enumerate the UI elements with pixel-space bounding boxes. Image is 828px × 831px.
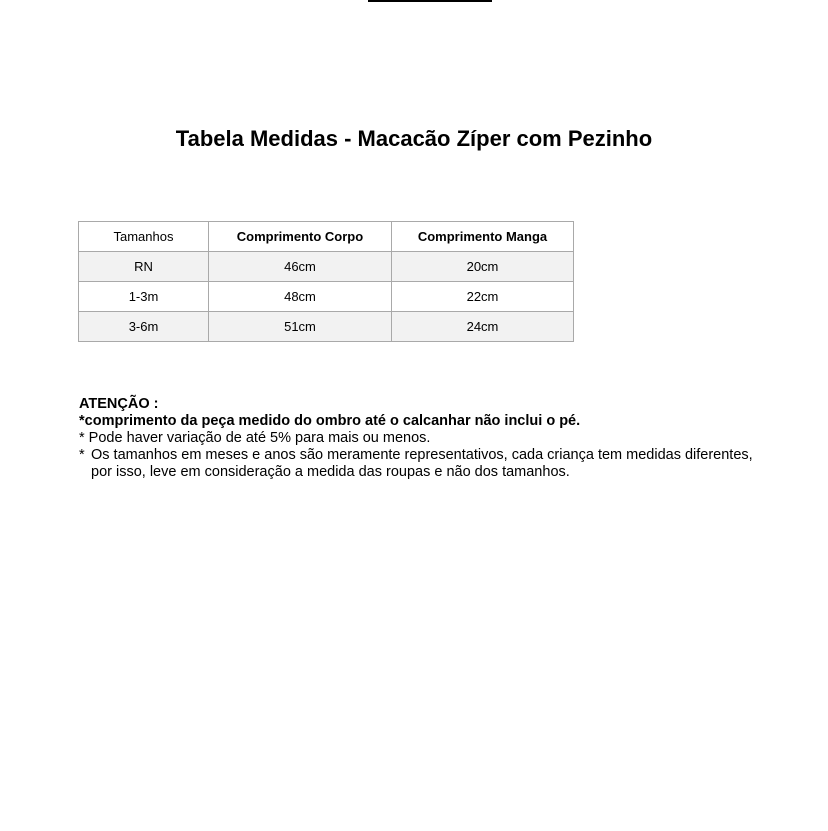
header-comprimento-corpo: Comprimento Corpo — [209, 222, 392, 252]
cell-body-length: 46cm — [209, 252, 392, 282]
cell-size: 3-6m — [79, 312, 209, 342]
table-row — [79, 312, 574, 342]
cell-sleeve-length: 22cm — [392, 282, 574, 312]
size-table — [78, 221, 574, 342]
note-sizes — [79, 447, 759, 481]
note-measurement: *comprimento da peça medido do ombro até o calcanhar não inclui o pé. — [79, 413, 581, 429]
note-bullet: * — [79, 447, 85, 463]
header-tamanhos: Tamanhos — [79, 222, 209, 252]
notes-heading: ATENÇÃO : — [79, 396, 159, 412]
cell-size: 1-3m — [79, 282, 209, 312]
table-row — [79, 252, 574, 282]
page-title: Tabela Medidas - Macacão Zíper com Pezinho — [175, 126, 653, 151]
table-row — [79, 282, 574, 312]
cell-size: RN — [79, 252, 209, 282]
cell-body-length: 51cm — [209, 312, 392, 342]
cell-sleeve-length: 24cm — [392, 312, 574, 342]
cell-body-length: 48cm — [209, 282, 392, 312]
header-comprimento-manga: Comprimento Manga — [392, 222, 574, 252]
table-header-row — [79, 222, 574, 252]
note-variation: * Pode haver variação de até 5% para mais ou menos. — [79, 430, 431, 446]
notes-section — [79, 396, 759, 481]
top-divider — [368, 0, 492, 2]
note-sizes-text: Os tamanhos em meses e anos são meramente representativos, cada criança tem medidas diferentes, por isso, leve em consideração a medida das roupas e não dos tamanhos. — [91, 447, 753, 480]
cell-sleeve-length: 20cm — [392, 252, 574, 282]
